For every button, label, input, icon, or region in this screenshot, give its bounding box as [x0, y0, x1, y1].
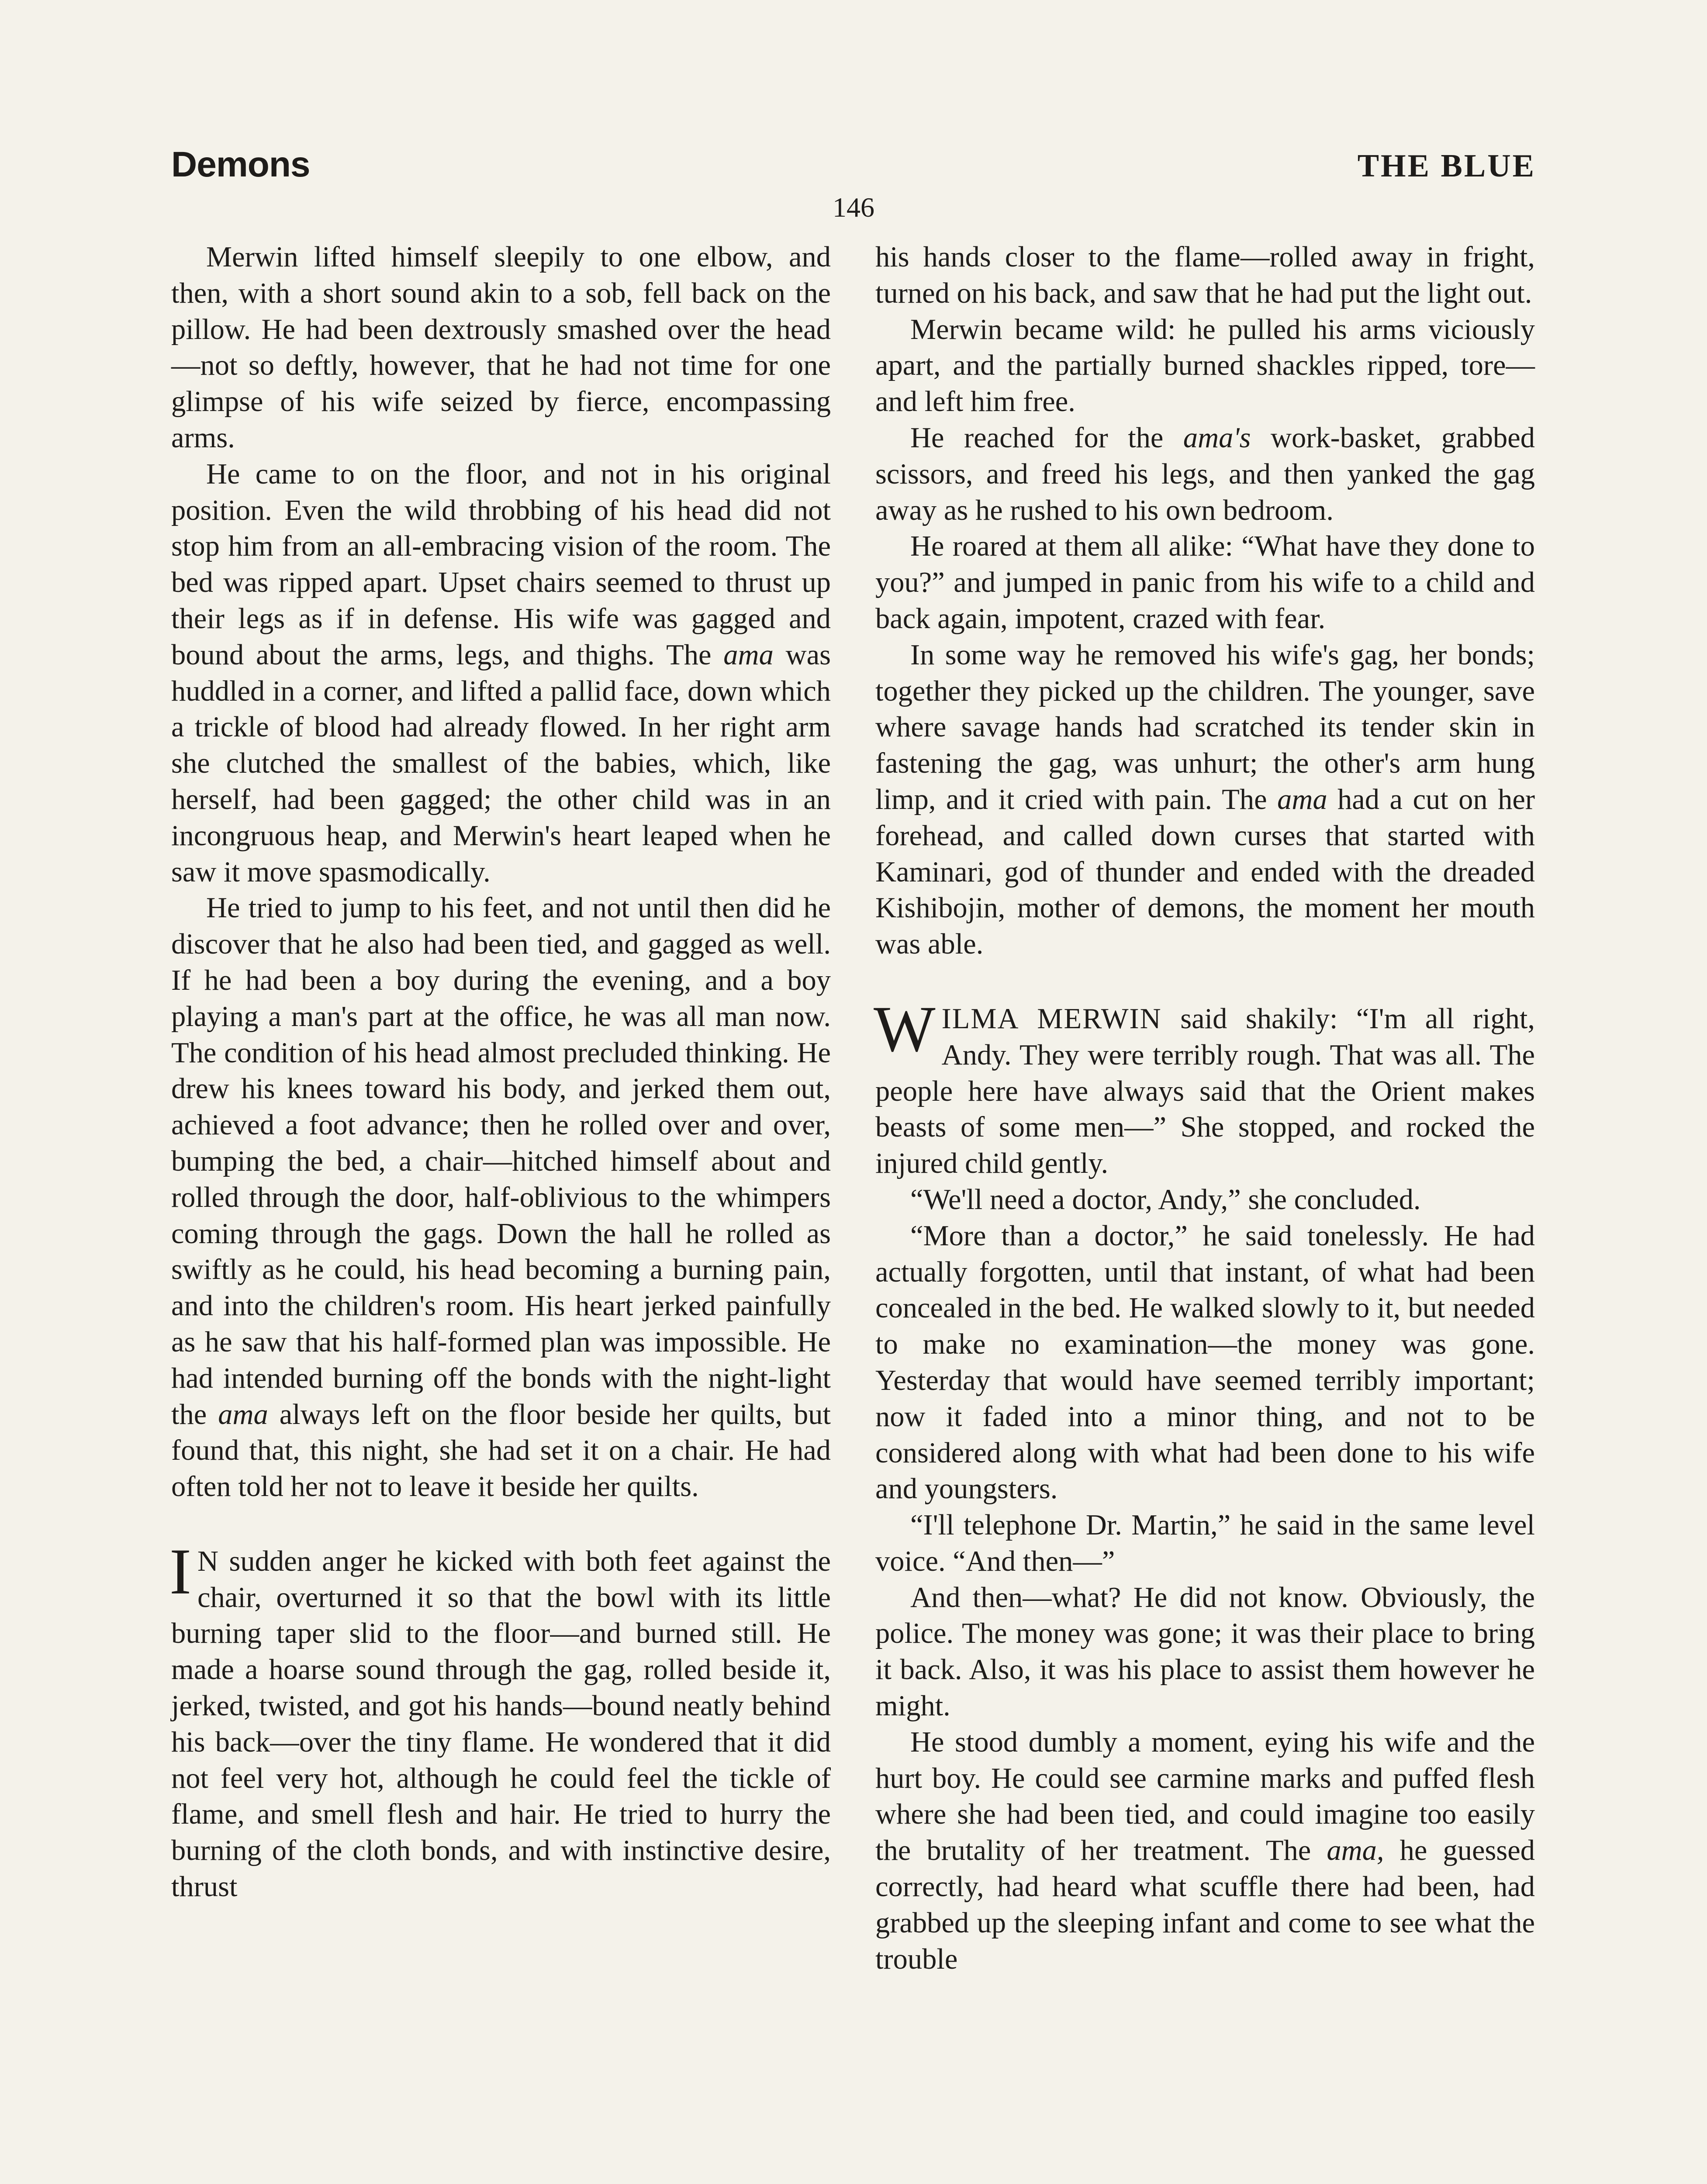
paragraph: He tried to jump to his feet, and not until then did he discover that he also had been tied, and gagged as well. If he had been a boy during the evening, and a boy playing a man's part at the office, he was all man now. The condition of his head almost precluded thinking. He drew his knees toward his body, and jerked them out, achieved a foot advance; then he rolled over and over, bumping the bed, a chair—hitched himself about and rolled through the door, half-oblivious to the whimpers coming through the gags. Down the hall he rolled as swiftly as he could, his head becoming a burning pain, and into the children's room. His heart jerked painfully as he saw that his half-formed plan was impossible. He had intended burning off the bonds with the night-light the ama always left on the floor beside her quilts, but found that, this night, she had set it on a chair. He had often told her not to leave it beside her quilts.: [171, 892, 831, 1503]
italic-word: ama: [723, 639, 774, 671]
paragraph: Merwin lifted himself sleepily to one elbow, and then, with a short sound akin to a sob, fell back on the pillow. He had been dextrously smashed over the head—not so deftly, however, that he had not time for one glimpse of his wife seized by fierce, encompassing arms.: [171, 241, 831, 454]
paragraph: And then—what? He did not know. Obviously, the police. The money was gone; it was their place to bring it back. Also, it was his place to assist them however he might.: [875, 1581, 1535, 1722]
paragraph: “I'll telephone Dr. Martin,” he said in the same level voice. “And then—”: [875, 1509, 1535, 1577]
drop-cap: I: [169, 1535, 191, 1608]
paragraph: He came to on the floor, and not in his original position. Even the wild throbbing of his head did not stop him from an all-embracing vision of the room. The bed was ripped apart. Upset chairs seemed to thrust up their legs as if in defense. His wife was gagged and bound about the arms, legs, and thighs. The ama was huddled in a corner, and lifted a pallid face, down which a trickle of blood had already flowed. In her right arm she clutched the smallest of the babies, which, like herself, had been gagged; the other child was in an incongruous heap, and Merwin's heart leaped when he saw it move spasmodically.: [171, 458, 831, 888]
italic-word: ama: [1277, 783, 1327, 816]
paragraph-with-drop-cap: WILMA MERWIN said shakily: “I'm all right, Andy. They were terribly rough. That was all. The people here have always said that the Orient makes beasts of some men—” She stopped, and rocked the injured child gently.: [874, 992, 1535, 1180]
paragraph: Merwin became wild: he pulled his arms viciously apart, and the partially burned shackles ripped, tore—and left him free.: [875, 313, 1535, 418]
paragraph-with-drop-cap: I N sudden anger he kicked with both feet against the chair, overturned it so that the bowl with its little burning taper slid to the floor—and burned still. He made a hoarse sound through the gag, rolled beside it, jerked, twisted, and got his hands—bound neatly behind his back—over the tiny flame. He wondered that it did not feel very hot, although he could feel the tickle of flame, and smell flesh and hair. He tried to hurry the burning of the cloth bonds, and with instinctive desire, thrust: [169, 1535, 831, 1903]
paragraph: In some way he removed his wife's gag, her bonds; together they picked up the children. The younger, save where savage hands had scratched its tender skin in fastening the gag, was unhurt; the other's arm hung limp, and it cried with pain. The ama had a cut on her forehead, and called down curses that started with Kaminari, god of thunder and ended with the dreaded Kishibojin, mother of demons, the moment her mouth was able.: [875, 639, 1535, 961]
left-text-column: [171, 239, 831, 1905]
paragraph: He roared at them all alike: “What have they done to you?” and jumped in panic from his wife to a child and back again, impotent, crazed with fear.: [875, 530, 1535, 635]
paragraph: “More than a doctor,” he said tonelessly. He had actually forgotten, until that instant, of what had been concealed in the bed. He walked slowly to it, but needed to make no examination—the money was gone. Yesterday that would have seemed terribly important; now it faded into a minor thing, and not to be considered along with what had been done to his wife and youngsters.: [875, 1220, 1535, 1505]
page-number: 146: [833, 192, 874, 223]
running-head-story-title: Demons: [171, 145, 310, 184]
paragraph: “We'll need a doctor, Andy,” she concluded.: [910, 1183, 1421, 1216]
paragraph-continued: his hands closer to the flame—rolled away in fright, turned on his back, and saw that he had put the light out.: [875, 241, 1535, 309]
drop-cap: W: [874, 992, 936, 1065]
paragraph: He reached for the ama's work-basket, grabbed scissors, and freed his legs, and then yanked the gag away as he rushed to his own bedroom.: [875, 422, 1535, 526]
paragraph: He stood dumbly a moment, eying his wife and the hurt boy. He could see carmine marks and puffed flesh where she had been tied, and could imagine too easily the brutality of her treatment. The ama, he guessed correctly, had heard what scuffle there had been, had grabbed up the sleeping infant and come to see what the trouble: [875, 1726, 1535, 1975]
italic-word: ama's: [1183, 422, 1251, 454]
italic-word: ama: [218, 1398, 268, 1431]
running-head-magazine-title: THE BLUE: [1357, 148, 1536, 184]
italic-word: ama,: [1327, 1835, 1384, 1867]
right-text-column: [875, 239, 1535, 1977]
